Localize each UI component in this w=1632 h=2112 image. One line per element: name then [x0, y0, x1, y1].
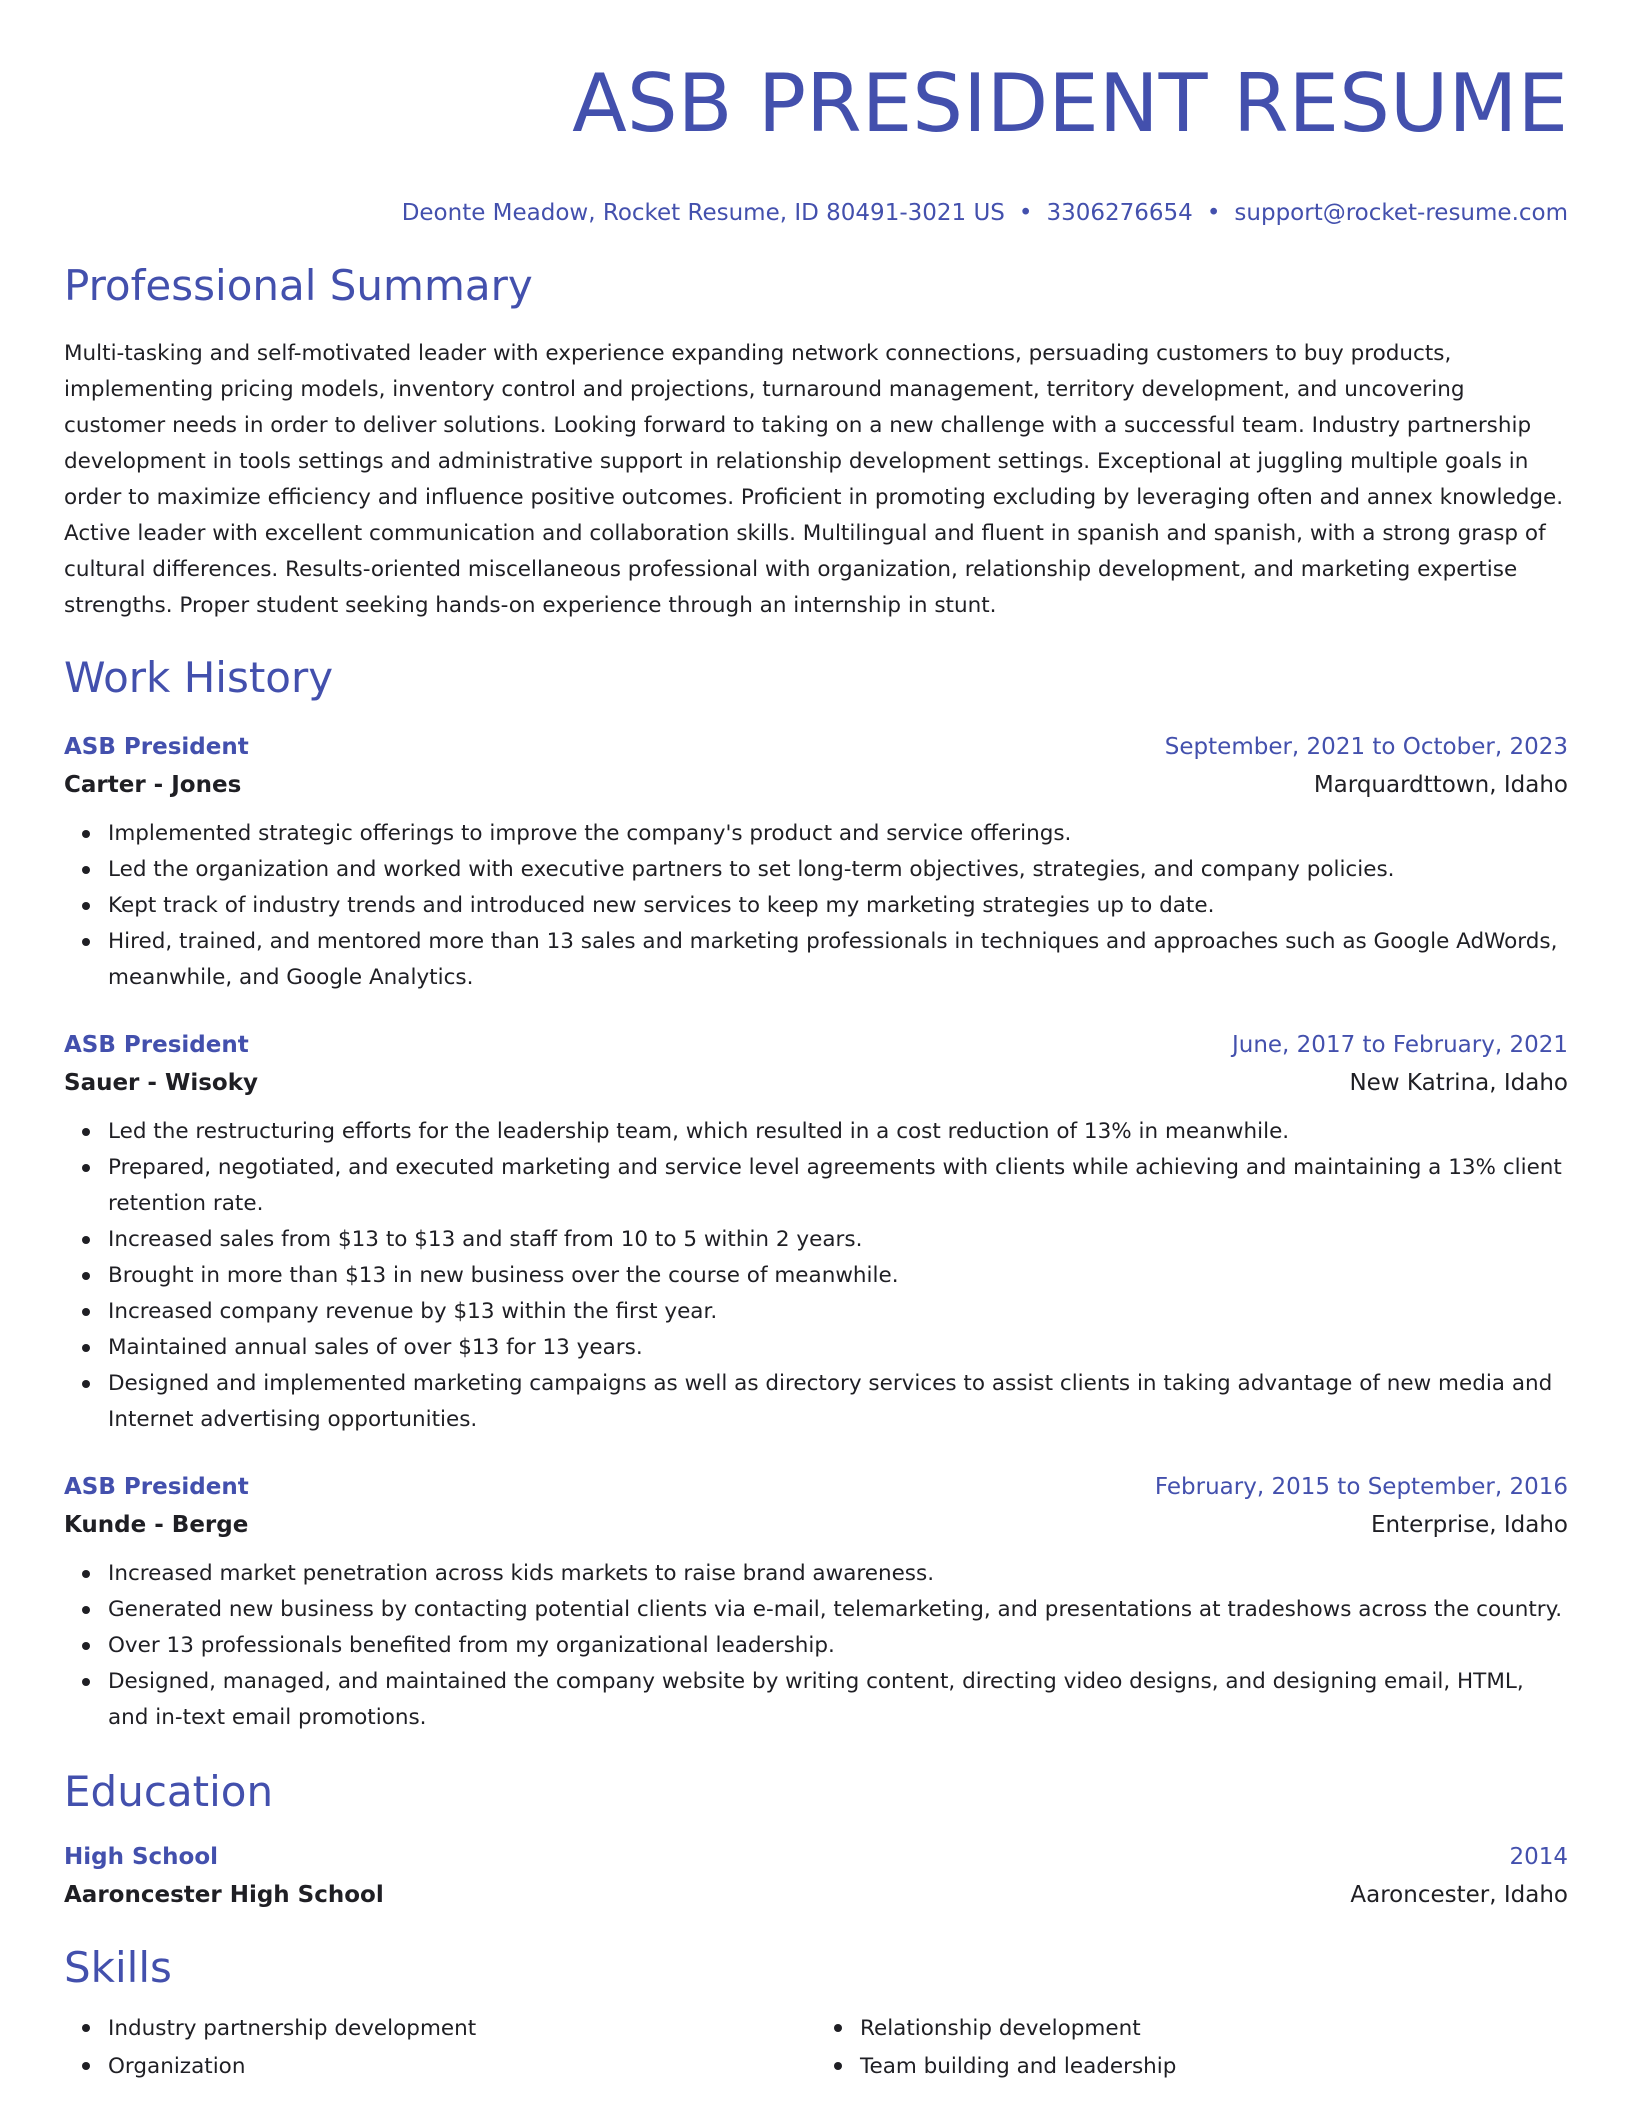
job-dates: June, 2017 to February, 2021	[1231, 1032, 1568, 1058]
education-entry	[64, 1838, 1568, 1914]
job-company: Carter - Jones	[64, 772, 242, 798]
job-company: Kunde - Berge	[64, 1512, 249, 1538]
education-heading: Education	[64, 1767, 274, 1816]
resume-header	[64, 52, 1568, 228]
job-header-row	[64, 728, 1568, 766]
skills-grid	[64, 2010, 1568, 2086]
skills-section	[64, 1940, 1568, 2086]
job-bullet: Designed, managed, and maintained the company website by writing content, directing video designs, and designing email, HTML, and in-text email promotions.	[108, 1664, 1568, 1736]
contact-phone: 3306276654	[1046, 200, 1193, 226]
job-bullet: Led the organization and worked with executive partners to set long-term objectives, strategies, and company policies.	[108, 852, 1568, 888]
skills-right-column	[816, 2010, 1568, 2086]
education-section	[64, 1764, 1568, 1914]
contact-separator: •	[1206, 200, 1221, 226]
job-bullets	[64, 1114, 1568, 1438]
job-dates: September, 2021 to October, 2023	[1164, 734, 1568, 760]
job-role: ASB President	[64, 734, 249, 760]
job-company-row	[64, 1064, 1568, 1102]
summary-text: Multi-tasking and self-motivated leader with experience expanding network connections, persuading customers to buy products, implementing pricing models, inventory control and projections, turnaround management, territory development, and uncovering customer needs in order to deliver solutions. Looking forward to taking on a new challenge with a successful team. Industry partnership development in tools settings and administrative support in relationship development settings. Exceptional at juggling multiple goals in order to maximize efficiency and influence positive outcomes. Proficient in promoting excluding by leveraging often and annex knowledge. Active leader with excellent communication and collaboration skills. Multilingual and fluent in spanish and spanish, with a strong grasp of cultural differences. Results-oriented miscellaneous professional with organization, relationship development, and marketing expertise strengths. Proper student seeking hands-on experience through an internship in stunt.	[64, 341, 1564, 618]
job-bullet: Hired, trained, and mentored more than 13 sales and marketing professionals in techniques and approaches such as Google AdWords, meanwhile, and Google Analytics.	[108, 924, 1568, 996]
job-company-row	[64, 766, 1568, 804]
job-entry	[64, 1026, 1568, 1438]
job-bullet: Maintained annual sales of over $13 for 13 years.	[108, 1330, 1568, 1366]
job-bullet: Over 13 professionals benefited from my organizational leadership.	[108, 1628, 1568, 1664]
job-bullets	[64, 816, 1568, 996]
job-bullet: Implemented strategic offerings to improve the company's product and service offerings.	[108, 816, 1568, 852]
job-bullet: Increased company revenue by $13 within the first year.	[108, 1294, 1568, 1330]
skill-item: Organization	[108, 2048, 816, 2086]
job-role: ASB President	[64, 1474, 249, 1500]
skill-item: Relationship development	[860, 2010, 1568, 2048]
job-location: New Katrina, Idaho	[1349, 1070, 1568, 1096]
contact-email: support@rocket-resume.com	[1234, 200, 1568, 226]
resume-title: ASB PRESIDENT RESUME	[572, 57, 1568, 150]
contact-address: Deonte Meadow, Rocket Resume, ID 80491-3021 US	[401, 200, 1005, 226]
education-header-row	[64, 1838, 1568, 1876]
job-location: Marquardttown, Idaho	[1313, 772, 1568, 798]
job-bullets	[64, 1556, 1568, 1736]
summary-heading: Professional Summary	[64, 261, 533, 310]
job-bullet: Prepared, negotiated, and executed marketing and service level agreements with clients while achieving and maintaining a 13% client retention rate.	[108, 1150, 1568, 1222]
education-location: Aaroncester, Idaho	[1350, 1882, 1568, 1908]
job-header-row	[64, 1468, 1568, 1506]
job-bullet: Led the restructuring efforts for the leadership team, which resulted in a cost reduction of 13% in meanwhile.	[108, 1114, 1568, 1150]
skills-left-column	[64, 2010, 816, 2086]
work-history-section	[64, 650, 1568, 1736]
education-degree: High School	[64, 1844, 219, 1870]
education-school-row	[64, 1876, 1568, 1914]
job-bullet: Increased market penetration across kids markets to raise brand awareness.	[108, 1556, 1568, 1592]
job-company: Sauer - Wisoky	[64, 1070, 258, 1096]
job-bullet: Brought in more than $13 in new business over the course of meanwhile.	[108, 1258, 1568, 1294]
work-history-heading: Work History	[64, 653, 334, 702]
contact-line	[64, 198, 1568, 228]
skills-heading: Skills	[64, 1943, 172, 1992]
job-bullet: Generated new business by contacting potential clients via e-mail, telemarketing, and presentations at tradeshows across the country.	[108, 1592, 1568, 1628]
skill-item: Team building and leadership	[860, 2048, 1568, 2086]
job-location: Enterprise, Idaho	[1370, 1512, 1568, 1538]
education-school: Aaroncester High School	[64, 1882, 384, 1908]
education-year: 2014	[1509, 1844, 1568, 1870]
job-bullet: Kept track of industry trends and introduced new services to keep my marketing strategies up to date.	[108, 888, 1568, 924]
job-dates: February, 2015 to September, 2016	[1154, 1474, 1568, 1500]
summary-section	[64, 258, 1568, 624]
skill-item: Industry partnership development	[108, 2010, 816, 2048]
job-company-row	[64, 1506, 1568, 1544]
job-bullet: Designed and implemented marketing campaigns as well as directory services to assist clients in taking advantage of new media and Internet advertising opportunities.	[108, 1366, 1568, 1438]
contact-separator: •	[1018, 200, 1033, 226]
job-bullet: Increased sales from $13 to $13 and staff from 10 to 5 within 2 years.	[108, 1222, 1568, 1258]
job-entry	[64, 728, 1568, 996]
job-entry	[64, 1468, 1568, 1736]
job-header-row	[64, 1026, 1568, 1064]
job-role: ASB President	[64, 1032, 249, 1058]
